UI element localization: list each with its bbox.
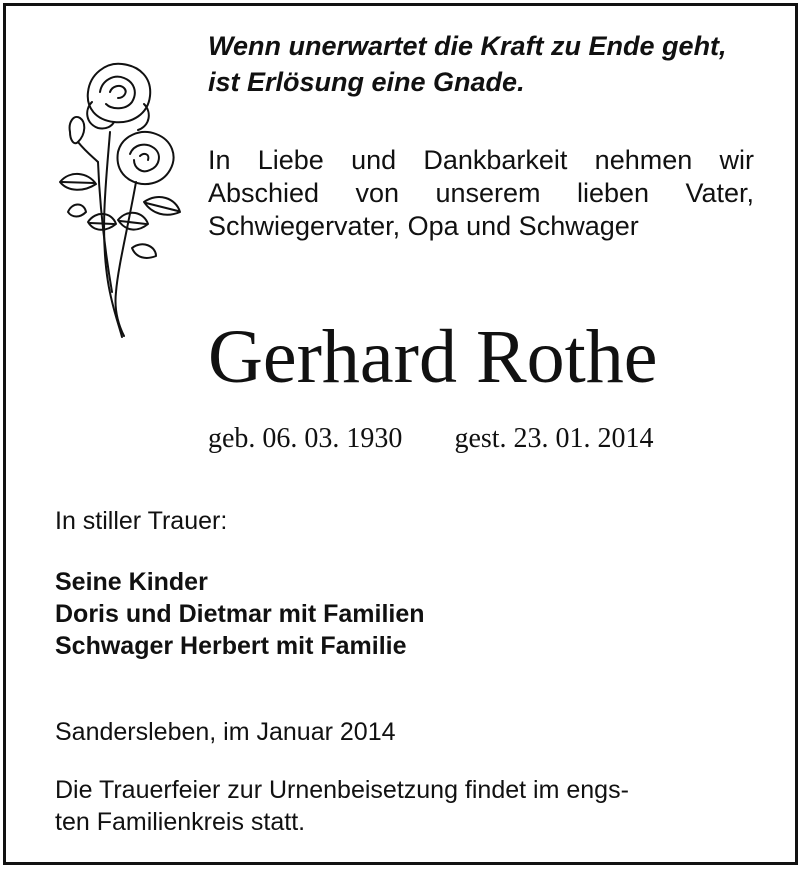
- intro-line-3: Schwiegervater, Opa und Schwager: [208, 211, 639, 241]
- mourner-item: Seine Kinder: [55, 568, 208, 596]
- life-dates: [208, 422, 654, 456]
- funeral-notice: [55, 774, 755, 838]
- rose-illustration-icon: [48, 52, 188, 342]
- mourners-list: [55, 566, 425, 662]
- motto-verse: [208, 28, 768, 100]
- deceased-name: Gerhard Rothe: [208, 315, 658, 399]
- notice-line-1: Die Trauerfeier zur Urnenbeisetzung findet im engs-: [55, 776, 629, 804]
- mourner-item: Schwager Herbert mit Familie: [55, 632, 407, 660]
- death-date: gest. 23. 01. 2014: [454, 423, 654, 454]
- mourning-heading: In stiller Trauer:: [55, 507, 228, 535]
- motto-line-2: ist Erlösung eine Gnade.: [208, 67, 525, 97]
- place-and-date: Sandersleben, im Januar 2014: [55, 718, 396, 746]
- notice-line-2: ten Familienkreis statt.: [55, 808, 306, 836]
- mourner-item: Doris und Dietmar mit Familien: [55, 600, 425, 628]
- intro-text: [208, 144, 754, 243]
- birth-date: geb. 06. 03. 1930: [208, 423, 403, 454]
- intro-line-1: In Liebe und Dankbarkeit nehmen wir: [208, 145, 754, 175]
- intro-line-2: Abschied von unserem lieben Vater,: [208, 178, 754, 208]
- motto-line-1: Wenn unerwartet die Kraft zu Ende geht,: [208, 31, 727, 61]
